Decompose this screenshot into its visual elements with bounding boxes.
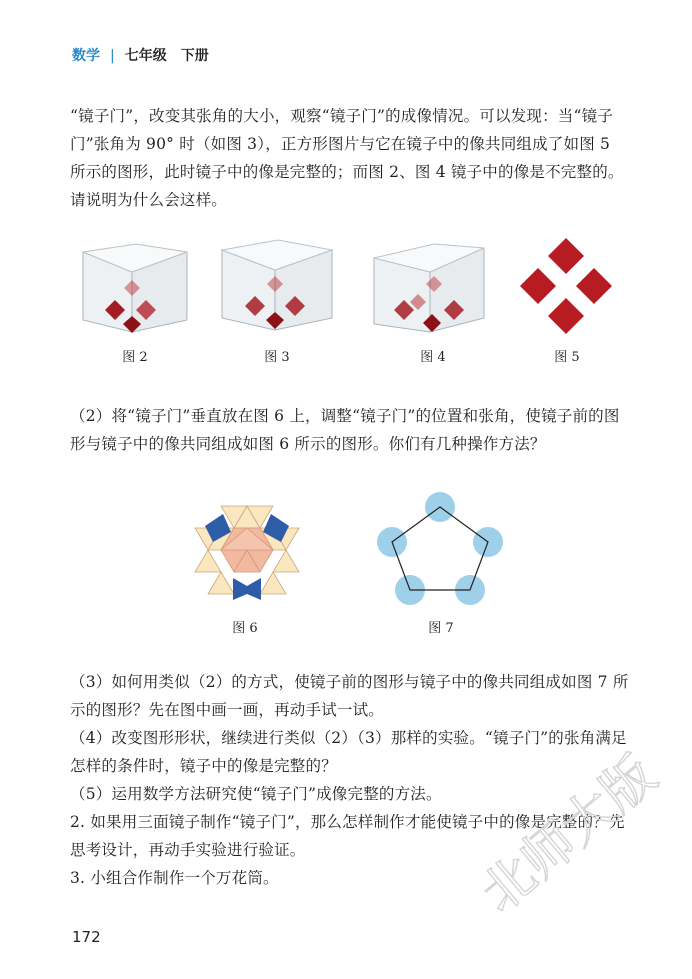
paragraph-question-2: （2）将“镜子门”垂直放在图 6 上，调整“镜子门”的位置和张角，使镜子前的图形与镜子中的像共同组成如图 6 所示的图形。你们有几种操作方法？: [70, 407, 620, 453]
header-separator: |: [110, 48, 115, 64]
subject-label: 数学: [72, 48, 100, 64]
diamond-left: [520, 268, 556, 304]
figure-2-caption: 图 2: [122, 350, 148, 365]
figure-4-mirror-door: [372, 244, 487, 334]
paragraph-mirror-door-angle: “镜子门”，改变其张角的大小，观察“镜子门”的成像情况。可以发现：当“镜子门”张角为 90° 时（如图 3），正方形图片与它在镜子中的像共同组成了如图 5 所示的图形，此时镜子中的像是完整的；而图 2、图 4 镜子中的像是不完整的。请说明为什么会这样。: [70, 107, 624, 209]
running-header: [72, 45, 209, 65]
diamond-top: [548, 238, 584, 274]
page-number: 172: [72, 928, 101, 946]
figure-7-caption: 图 7: [428, 621, 454, 636]
paragraph-task-3: 3. 小组合作制作一个万花筒。: [70, 869, 279, 887]
figure-3-caption: 图 3: [264, 350, 290, 365]
publisher-watermark: [442, 719, 672, 949]
diamond-right: [576, 268, 612, 304]
figure-6-caption: 图 6: [232, 621, 258, 636]
figure-4-caption: 图 4: [420, 350, 446, 365]
grade-label: 七年级 下册: [124, 48, 209, 64]
figure-2-mirror-door: [80, 244, 190, 334]
paragraph-question-3: （3）如何用类似（2）的方式，使镜子前的图形与镜子中的像共同组成如图 7 所示的图形？先在图中画一画，再动手试一试。: [70, 673, 629, 719]
paragraph-question-5: （5）运用数学方法研究使“镜子门”成像完整的方法。: [70, 785, 442, 803]
figure-5-diamonds: [518, 236, 614, 336]
kite-bottom: [233, 578, 261, 600]
paragraph-question-4: （4）改变图形形状，继续进行类似（2）（3）那样的实验。“镜子门”的张角满足怎样的条件时，镜子中的像是完整的？: [70, 729, 627, 775]
figure-6-hexagon-pattern: [195, 500, 300, 605]
figure-5-caption: 图 5: [554, 350, 580, 365]
figure-7-pentagon-circles: [378, 490, 503, 608]
diamond-bottom: [548, 298, 584, 334]
paragraph-task-2: 2. 如果用三面镜子制作“镜子门”，那么怎样制作才能使镜子中的像是完整的？先思考设计，再动手实验进行验证。: [70, 813, 625, 859]
svg-text:北师大版: 北师大版: [470, 744, 669, 925]
figure-3-mirror-door: [220, 240, 335, 334]
